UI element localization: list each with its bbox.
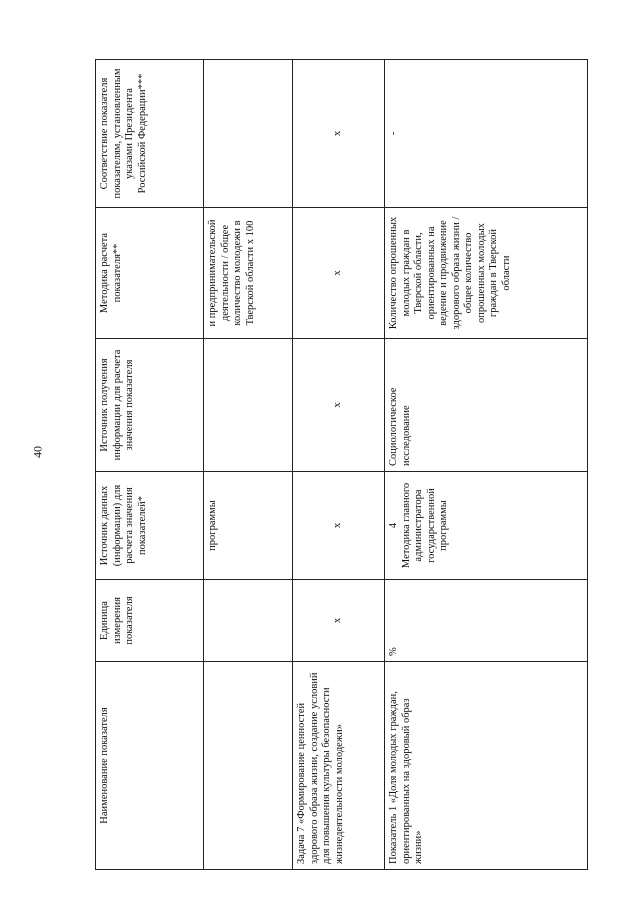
header-indicator-name: Наименование показателя <box>96 662 204 870</box>
header-compliance: Соответствие показателя показателям, установленным указами Президента Российской Федерации*** <box>96 60 204 208</box>
cell-info-source: Социологическое исследование <box>385 339 588 472</box>
cell-method: x <box>293 208 385 339</box>
indicators-table <box>95 59 588 870</box>
header-info-source: Источник получения информации для расчета значения показателя <box>96 339 204 472</box>
header-method: Методика расчета показателя** <box>96 208 204 339</box>
cell-unit: % <box>385 580 588 662</box>
cell-compliance <box>204 60 293 208</box>
table-header-row <box>96 60 204 870</box>
cell-data-source: программы <box>204 472 293 580</box>
cell-method: и предпринимательской деятельности / общее количество молодежи в Тверской области x 100 <box>204 208 293 339</box>
page-number: 40 <box>30 446 45 458</box>
data-source-number: 4 <box>388 522 399 529</box>
header-unit: Единица измерения показателя <box>96 580 204 662</box>
cell-data-source <box>385 472 588 580</box>
cell-compliance: x <box>293 60 385 208</box>
cell-info-source: x <box>293 339 385 472</box>
header-data-source: Источник данных (информации) для расчета значения показателей* <box>96 472 204 580</box>
cell-unit: x <box>293 580 385 662</box>
table-row-indicator-1 <box>385 60 588 870</box>
table-row-continuation <box>204 60 293 870</box>
table-row-task-7 <box>293 60 385 870</box>
rotated-table-wrapper <box>95 60 587 870</box>
cell-unit <box>204 580 293 662</box>
cell-name: Показатель 1 «Доля молодых граждан, ориентированных на здоровый образ жизни» <box>385 662 588 870</box>
cell-info-source <box>204 339 293 472</box>
data-source-text: Методика главного администратора государственной программы <box>400 482 449 569</box>
cell-name: Задача 7 «Формирование ценностей здорового образа жизни, создание условий для повышения культуры безопасности жизнедеятельности молодежи» <box>293 662 385 870</box>
cell-compliance: - <box>385 60 588 208</box>
cell-name <box>204 662 293 870</box>
cell-data-source: x <box>293 472 385 580</box>
cell-method: Количество опрошенных молодых граждан в Тверской области, ориентированных на ведение и продвижение здорового образа жизни / общее количество опрошенных молодых граждан в Тверской области <box>385 208 588 339</box>
